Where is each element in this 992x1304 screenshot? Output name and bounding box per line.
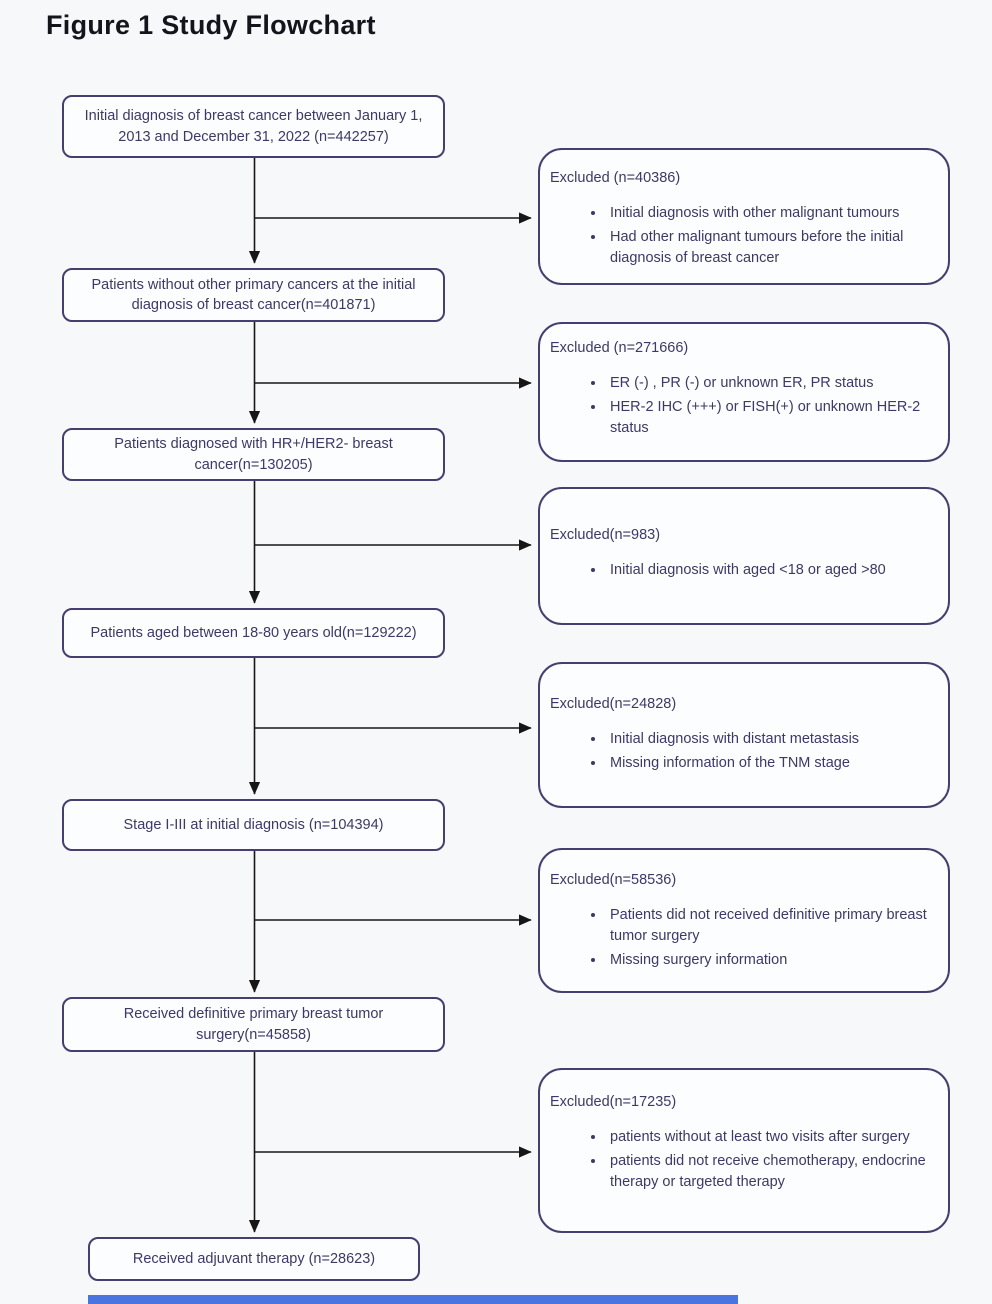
flow-step-text: Initial diagnosis of breast cancer between January 1, 2013 and December 31, 2022 (n=442257) [84,108,423,145]
excluded-header: Excluded(n=983) [550,527,661,543]
flow-step-text: Patients without other primary cancers at the initial diagnosis of breast cancer(n=401871) [91,276,416,313]
excluded-bullet-list [550,373,930,439]
flow-step-3 [62,428,445,481]
excluded-header: Excluded (n=271666) [550,340,689,356]
flow-step-6 [62,997,445,1052]
excluded-bullet: • HER-2 IHC (+++) or FISH(+) or unknown HER-2 status [606,397,930,439]
excluded-bullet: • patients without at least two visits after surgery [606,1127,930,1148]
excluded-bullet: • Initial diagnosis with other malignant tumours [606,203,930,224]
excluded-bullet-list [550,905,930,971]
excluded-box-2 [538,322,950,462]
bottom-scrollbar[interactable] [88,1295,738,1304]
excluded-header: Excluded(n=24828) [550,696,677,712]
excluded-bullet: • Patients did not received definitive primary breast tumor surgery [606,905,930,947]
excluded-bullet: • Initial diagnosis with aged <18 or aged >80 [606,560,930,581]
excluded-bullet-list [550,729,930,774]
flow-step-4 [62,608,445,658]
flow-step-5 [62,799,445,851]
excluded-bullet-list [550,560,930,581]
excluded-box-4 [538,662,950,808]
excluded-box-1 [538,148,950,285]
excluded-bullet-list [550,203,930,269]
page-title: Figure 1 Study Flowchart [46,10,376,40]
excluded-bullet: • ER (-) , PR (-) or unknown ER, PR status [606,373,930,394]
flow-step-text: Stage I-III at initial diagnosis (n=104394) [123,816,384,833]
excluded-bullet: • Initial diagnosis with distant metastasis [606,729,930,750]
excluded-box-6 [538,1068,950,1233]
flow-step-text: Patients diagnosed with HR+/HER2- breast cancer(n=130205) [114,436,393,473]
excluded-bullet: • Had other malignant tumours before the initial diagnosis of breast cancer [606,227,930,269]
flow-step-1 [62,95,445,158]
flow-step-7 [88,1237,420,1281]
flow-step-text: Received definitive primary breast tumor surgery(n=45858) [123,1006,384,1043]
excluded-bullet: • patients did not receive chemotherapy, endocrine therapy or targeted therapy [606,1151,930,1193]
excluded-bullet: • Missing surgery information [606,950,930,971]
excluded-box-5 [538,848,950,993]
flow-step-text: Received adjuvant therapy (n=28623) [132,1250,376,1267]
excluded-header: Excluded(n=17235) [550,1094,677,1110]
excluded-box-3 [538,487,950,625]
excluded-bullet: • Missing information of the TNM stage [606,753,930,774]
excluded-header: Excluded (n=40386) [550,170,681,186]
flow-step-2 [62,268,445,322]
excluded-bullet-list [550,1127,930,1193]
excluded-header: Excluded(n=58536) [550,872,677,888]
flow-step-text: Patients aged between 18-80 years old(n=129222) [90,624,417,641]
